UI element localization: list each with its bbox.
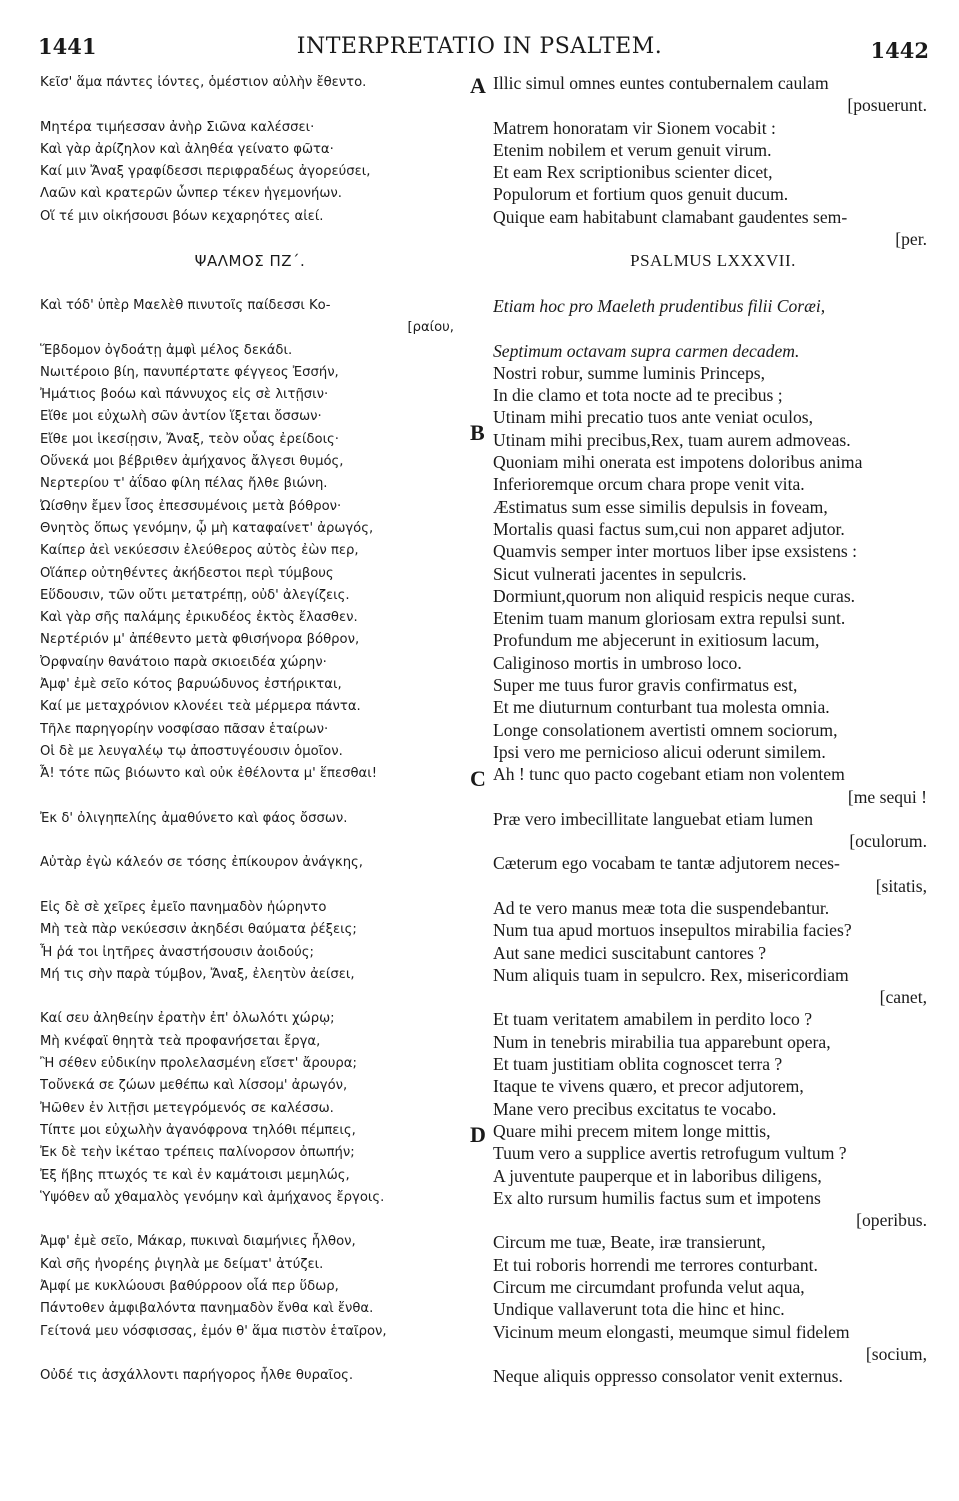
greek-verse-line: Ἀμφί με κυκλώουσι βαθύρροον οἷά περ ὕδωρ,: [40, 1279, 339, 1295]
latin-verse-line: In die clamo et tota nocte ad te precibus ;: [493, 385, 783, 406]
greek-verse-line: Καὶ γὰρ ἀρίζηλον καὶ ἀληθέα γείνατο φῶτα·: [40, 141, 334, 157]
greek-verse-line: [40, 94, 460, 116]
latin-verse-line: Cæterum ego vocabam te tantæ adjutorem neces-: [493, 853, 840, 874]
latin-verse-line: Super me tuus furor gravis confirmatus est,: [493, 675, 798, 696]
latin-verse-line: Utinam mihi precibus,Rex, tuam aurem admoveas.: [493, 429, 851, 450]
latin-verse-line: Neque aliquis oppresso consolator venit externus.: [493, 1366, 843, 1387]
latin-verse-line: Dormiunt,quorum non aliquid respicis neque curas.: [493, 585, 856, 606]
latin-verse-line: Aut sane medici suscitabunt cantores ?: [493, 942, 767, 963]
greek-verse-line: Ἕβδομον ὀγδοάτῃ ἀμφὶ μέλος δεκάδι.: [40, 342, 293, 358]
greek-verse-line: Καίπερ ἀεὶ νεκύεσσιν ἐλεύθερος αὐτὸς ἐὼν περ,: [40, 543, 359, 559]
greek-verse-line: Ἀμφ' ἐμὲ σεῖο κότος βαρυώδυνος ἐστήρικται,: [40, 677, 342, 693]
greek-verse-line: Νερτερίου τ' ἀΐδαο φίλη πέλας ἤλθε βιώνη.: [40, 476, 328, 492]
greek-verse-line: Νερτέριόν μ' ἀπέθεντο μετὰ φθισήνορα βόθρον,: [40, 632, 360, 648]
greek-verse-line: Μὴ τεὰ πὰρ νεκύεσσιν ἀκηδέσι θαύματα ῥέξεις;: [40, 922, 357, 938]
greek-verse-line: Ἐκ δ' ὀλιγηπελίης ἀμαθύνετο καὶ φάος ὄσσων.: [40, 810, 348, 826]
greek-verse-line: Εὕδουσιν, τῶν οὔτι μετατρέπῃ, οὐδ' ἀλεγίζεις.: [40, 587, 350, 603]
latin-verse-line: Et tui roboris horrendi me terrores conturbant.: [493, 1254, 818, 1275]
latin-verse-line: Profundum me abjecerunt in exitiosum lacum,: [493, 630, 820, 651]
latin-verse-line: Ipsi vero me pernicioso alicui oderunt similem.: [493, 741, 826, 762]
section-marker: A: [470, 73, 486, 98]
greek-verse-line: Μητέρα τιμήεσσαν ἀνὴρ Σιῶνα καλέσσει·: [40, 119, 315, 135]
greek-verse-line: Μὴ κνέφαϊ θηητὰ τεὰ προφανήσεται ἔργα,: [40, 1033, 321, 1049]
greek-verse-line: [40, 1343, 460, 1365]
latin-verse-line: Mortalis quasi factus sum,cui non apparet adjutor.: [493, 518, 845, 539]
latin-text-column: [493, 72, 933, 1388]
greek-text-column: [40, 72, 460, 1388]
latin-verse-line: Matrem honoratam vir Sionem vocabit :: [493, 117, 776, 138]
greek-verse-line: [40, 875, 460, 897]
greek-verse-line: Ἐξ ἥβης πτωχός τε καὶ ἐν καμάτοισι μεμηλώς,: [40, 1167, 350, 1183]
greek-verse-line: Οὐδέ τις ἀσχάλλοντι παρήγορος ἦλθε θυραῖος.: [40, 1368, 354, 1384]
latin-verse-line: Tuum vero a supplice avertis retrofugum vultum ?: [493, 1143, 847, 1164]
greek-verse-line: Ἐκ δὲ τεὴν ἱκέταο τρέπεις παλίνορσον ὀπωπήν;: [40, 1145, 355, 1161]
greek-verse-line: Καί με μεταχρόνιον κλονέει τεὰ μέρμερα πάντα.: [40, 699, 361, 715]
latin-verse-line: Nostri robur, summe luminis Princeps,: [493, 362, 765, 383]
latin-verse-line: Quoniam mihi onerata est impotens doloribus anima: [493, 452, 863, 473]
latin-verse-line: Et me diuturnum conturbant tua molesta omnia.: [493, 697, 830, 718]
latin-verse-line: Utinam mihi precatio tuos ante veniat oculos,: [493, 407, 814, 428]
greek-verse-line: Οὕνεκά μοι βέβριθεν ἀμήχανος ἄλγεσι θυμός,: [40, 454, 344, 470]
latin-verse-line: Sicut vulnerati jacentes in sepulcris.: [493, 563, 747, 584]
latin-verse-line: Caliginoso mortis in umbroso loco.: [493, 652, 742, 673]
latin-verse-line: Et tuam veritatem amabilem in perdito loco ?: [493, 1009, 813, 1030]
latin-verse-line: Ex alto rursum humilis factus sum et impotens: [493, 1187, 821, 1208]
latin-verse-line: Quare mihi precem mitem longe mittis,: [493, 1120, 771, 1141]
greek-verse-line: Ὠίσθην ἔμεν ἶσος ἐπεσσυμένοις μετὰ βόθρον·: [40, 498, 342, 514]
latin-verse-line: [oculorum.: [849, 831, 927, 852]
page-header: [0, 34, 959, 64]
latin-verse-line: Num aliquis tuam in sepulcro. Rex, misericordiam: [493, 964, 849, 985]
latin-verse-line: Vicinum meum elongasti, meumque simul fidelem: [493, 1321, 850, 1342]
greek-verse-line: Καὶ γὰρ σῆς παλάμης ἐρικυδέος ἐκτὸς ἔλασθεν.: [40, 610, 358, 626]
greek-verse-line: Τῆλε παρηγορίην νοσφίσαο πᾶσαν ἑταίρων·: [40, 721, 329, 737]
greek-verse-line: Λαῶν καὶ κρατερῶν ὧνπερ τέκεν ἡγεμονήων.: [40, 186, 342, 202]
latin-verse-line: Num tua apud mortuos insepultos mirabilia facies?: [493, 920, 852, 941]
greek-verse-line: Πάντοθεν ἀμφιβαλόντα πανημαδὸν ἔνθα καὶ ἔνθα.: [40, 1301, 374, 1317]
latin-verse-line: [operibus.: [856, 1210, 927, 1231]
latin-verse-line: [493, 317, 933, 339]
section-marker: C: [470, 766, 486, 791]
psalm-heading: PSALMUS LXXXVII.: [630, 251, 796, 271]
greek-verse-line: Εἴθε μοι εὐχωλὴ σῶν ἀντίον ἵξεται ὄσσων·: [40, 409, 322, 425]
latin-verse-line: Circum me circumdant profunda velut aqua,: [493, 1277, 805, 1298]
latin-verse-line: Populorum et fortium quos genuit ducum.: [493, 184, 789, 205]
greek-verse-line: Νωιτέροιο βίη, πανυπέρτατε φέγγεος Ἐσσήν,: [40, 364, 339, 380]
latin-verse-line: Quamvis semper inter mortuos liber ipse exsistens :: [493, 541, 858, 562]
greek-verse-line: [40, 830, 460, 852]
latin-verse-line: Longe consolationem avertisti omnem sociorum,: [493, 719, 838, 740]
latin-verse-line: Et eam Rex scriptionibus scienter dicet,: [493, 162, 773, 183]
latin-verse-line: Septimum octavam supra carmen decadem.: [493, 340, 800, 361]
greek-verse-line: Ὀρφναίην θανάτοιο παρὰ σκιοειδέα χώρην·: [40, 654, 327, 670]
latin-verse-line: [sitatis,: [875, 875, 927, 896]
greek-verse-line: [ραίου,: [407, 320, 454, 336]
latin-verse-line: Etenim nobilem et verum genuit virum.: [493, 139, 772, 160]
greek-verse-line: Οἵ τέ μιν οἰκήσουσι βόων κεχαρηότες αἰεί.: [40, 208, 324, 224]
latin-verse-line: Undique vallaverunt tota die hinc et hinc.: [493, 1299, 785, 1320]
section-marker: B: [470, 420, 485, 445]
greek-verse-line: [40, 986, 460, 1008]
greek-verse-line: Καί μιν Ἄναξ γραφίδεσσι περιφραδέως ἀγορεύσει,: [40, 164, 371, 180]
greek-verse-line: Καί σευ ἀληθείην ἐρατὴν ἐπ' ὀλωλότι χώρῳ;: [40, 1011, 335, 1027]
greek-verse-line: Εἰς δὲ σὲ χεῖρες ἐμεῖο πανημαδὸν ἠώρηντο: [40, 899, 327, 915]
greek-verse-line: Οἱ δὲ με λευγαλέῳ τῳ ἀποστυγέουσιν ὁμοῖον.: [40, 743, 343, 759]
latin-verse-line: Ad te vero manus meæ tota die suspendebantur.: [493, 897, 830, 918]
latin-verse-line: [per.: [895, 229, 927, 250]
greek-verse-line: Ἢ σέθεν εὐδικίην προλελασμένη εἴσετ' ἄρουρα;: [40, 1056, 357, 1072]
latin-verse-line: Illic simul omnes euntes contubernalem caulam: [493, 73, 829, 93]
latin-verse-line: Et tuam justitiam oblita cognoscet terra ?: [493, 1054, 783, 1075]
greek-verse-line: [40, 1209, 460, 1231]
latin-verse-line: Mane vero precibus excitatus te vocabo.: [493, 1098, 777, 1119]
page-number-left: 1441: [38, 34, 97, 59]
section-marker: D: [470, 1122, 486, 1147]
latin-verse-line: [posuerunt.: [847, 95, 927, 116]
greek-verse-line: Ἠμάτιος βοόω καὶ πάννυχος εἰς σὲ λιτῇσιν·: [40, 387, 329, 403]
running-title: INTERPRETATIO IN PSALTEM.: [296, 34, 663, 59]
greek-verse-line: [40, 786, 460, 808]
greek-verse-line: Αὐτὰρ ἐγὼ κάλεόν σε τόσης ἐπίκουρον ἀνάγκης,: [40, 855, 363, 871]
latin-verse-line: Itaque te vivens quæro, et precor adjutorem,: [493, 1076, 804, 1097]
greek-verse-line: Καὶ σῆς ἠνορέης ῥιγηλὰ με δείματ' ἀτύζει.: [40, 1256, 324, 1272]
greek-verse-line: Ἆ! τότε πῶς βιόωντο καὶ οὐκ ἐθέλοντα μ' ἕπεσθαι!: [40, 766, 377, 782]
latin-verse-line: Circum me tuæ, Beate, iræ transierunt,: [493, 1232, 766, 1253]
greek-verse-line: Γείτονά μευ νόσφισσας, ἐμόν θ' ἅμα πιστὸν ἑταῖρον,: [40, 1323, 387, 1339]
latin-verse-line: Num in tenebris mirabilia tua apparebunt opera,: [493, 1031, 831, 1052]
page-number-right: 1442: [870, 38, 929, 63]
greek-verse-line: Θνητὸς ὅπως γενόμην, ᾧ μὴ καταφαίνετ' ἀρωγός,: [40, 520, 374, 536]
latin-verse-line: [me sequi !: [847, 786, 927, 807]
greek-verse-line: Εἴθε μοι ἱκεσίῃσιν, Ἄναξ, τεὸν οὖας ἐρείδοις·: [40, 431, 339, 447]
greek-verse-line: Τίπτε μοι εὐχωλὴν ἀγανόφρονα τηλόθι πέμπεις,: [40, 1122, 356, 1138]
greek-verse-line: Ἦ ῥά τοι ἰητῆρες ἀναστήσουσιν ἀοιδούς;: [40, 944, 314, 960]
greek-verse-line: Καὶ τόδ' ὑπὲρ Μαελὲθ πινυτοῖς παίδεσσι Κο-: [40, 297, 331, 313]
latin-verse-line: Præ vero imbecillitate languebat etiam lumen: [493, 808, 814, 829]
greek-verse-line: Κεῖσ' ἅμα πάντες ἰόντες, ὁμέστιον αὐλὴν ἔθεντο.: [40, 75, 367, 90]
latin-verse-line: Ah ! tunc quo pacto cogebant etiam non volentem: [493, 764, 845, 785]
greek-verse-line: Ὑψόθεν αὖ χθαμαλὸς γενόμην καὶ ἀμήχανος ἔργοις.: [40, 1189, 385, 1205]
latin-verse-line: Æstimatus sum esse similis depulsis in foveam,: [493, 496, 828, 517]
latin-verse-line: [canet,: [879, 987, 927, 1008]
psalm-heading: ΨΑΛΜΟΣ ΠΖ΄.: [194, 252, 306, 271]
latin-verse-line: Quique eam habitabunt clamabant gaudentes sem-: [493, 206, 848, 227]
greek-verse-line: Ἠῶθεν ἐν λιτῇσι μετεγρόμενός σε καλέσσω.: [40, 1100, 334, 1116]
latin-verse-line: Inferioremque orcum chara prope venit vita.: [493, 474, 805, 495]
greek-verse-line: Μή τις σὴν παρὰ τύμβον, Ἄναξ, ἐλεητὺν ἀείσει,: [40, 966, 355, 982]
latin-verse-line: [493, 273, 933, 295]
latin-verse-line: [socium,: [865, 1343, 927, 1364]
greek-verse-line: Τοὔνεκά σε ζώων μεθέπω καὶ λίσσομ' ἀρωγόν,: [40, 1078, 348, 1094]
greek-verse-line: Ἀμφ' ἐμὲ σεῖο, Μάκαρ, πυκιναὶ διαμήνιες ἦλθον,: [40, 1234, 356, 1250]
greek-verse-line: [40, 273, 460, 295]
latin-verse-line: A juventute pauperque et in laboribus diligens,: [493, 1165, 822, 1186]
latin-verse-line: Etiam hoc pro Maeleth prudentibus filii Coræi,: [493, 295, 826, 316]
latin-verse-line: Etenim tuam manum gloriosam extra repulsi sunt.: [493, 608, 846, 629]
greek-verse-line: [40, 228, 460, 250]
greek-verse-line: Οἵάπερ οὐτηθέντες ἀκήδεστοι περὶ τύμβους: [40, 565, 334, 581]
